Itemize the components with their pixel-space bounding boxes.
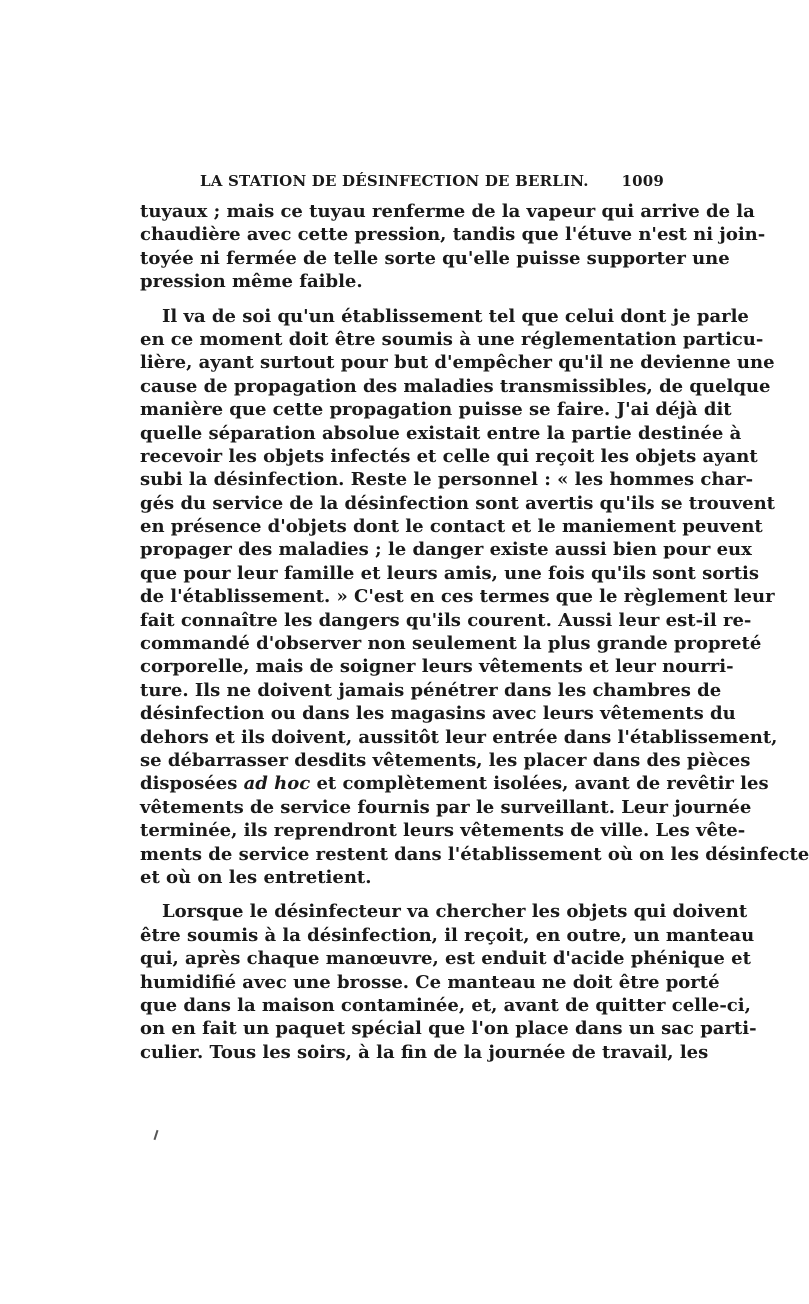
text-line: culier. Tous les soirs, à la fin de la journée de travail, les <box>140 1041 709 1063</box>
paragraph <box>140 900 757 1064</box>
text-line: dehors et ils doivent, aussitôt leur entrée dans l'établissement, <box>140 726 778 748</box>
text-line: humidifié avec une brosse. Ce manteau ne doit être porté <box>140 971 720 993</box>
text-line: ments de service restent dans l'établissement où on les désinfecte <box>140 843 809 865</box>
text-line: que dans la maison contaminée, et, avant de quitter celle-ci, <box>140 994 751 1016</box>
text-line: quelle séparation absolue existait entre la partie destinée à <box>140 422 742 444</box>
text-line: manière que cette propagation puisse se faire. J'ai déjà dit <box>140 399 732 421</box>
text-line: qui, après chaque manœuvre, est enduit d'acide phénique et <box>140 948 751 970</box>
text-line: être soumis à la désinfection, il reçoit, en outre, un manteau <box>140 924 755 946</box>
text-line: de l'établissement. » C'est en ces termes que le règlement leur <box>140 586 775 608</box>
running-title: LA STATION DE DÉSINFECTION DE BERLIN. <box>200 172 589 190</box>
text-line: en présence d'objets dont le contact et le maniement peuvent <box>140 516 763 538</box>
paragraph <box>140 305 809 890</box>
text-line: chaudière avec cette pression, tandis que l'étuve n'est ni join- <box>140 224 766 246</box>
text-line: toyée ni fermée de telle sorte qu'elle puisse supporter une <box>140 247 730 269</box>
text-line: ture. Ils ne doivent jamais pénétrer dans les chambres de <box>140 679 722 701</box>
text-line: corporelle, mais de soigner leurs vêtements et leur nourri- <box>140 656 734 678</box>
page-number: 1009 <box>621 172 664 190</box>
text-line: disposées ad hoc et complètement isolées, avant de revêtir les <box>140 773 769 795</box>
ink-mark <box>154 1130 159 1140</box>
text-line: on en fait un paquet spécial que l'on place dans un sac parti- <box>140 1018 757 1040</box>
text-line: propager des maladies ; le danger existe aussi bien pour eux <box>140 539 752 561</box>
text-line: commandé d'observer non seulement la plus grande propreté <box>140 633 762 655</box>
text-line: et où on les entretient. <box>140 866 372 888</box>
running-header <box>140 170 662 196</box>
text-line: recevoir les objets infectés et celle qui reçoit les objets ayant <box>140 445 758 467</box>
text-line: tuyaux ; mais ce tuyau renferme de la vapeur qui arrive de la <box>140 201 755 222</box>
text-line: lière, ayant surtout pour but d'empêcher qu'il ne devienne une <box>140 352 775 374</box>
text-line: cause de propagation des maladies transmissibles, de quelque <box>140 375 771 397</box>
text-line: terminée, ils reprendront leurs vêtements de ville. Les vête- <box>140 820 746 842</box>
text-line: gés du service de la désinfection sont avertis qu'ils se trouvent <box>140 492 775 514</box>
text-line: que pour leur famille et leurs amis, une fois qu'ils sont sortis <box>140 562 759 584</box>
text-line: se débarrasser desdits vêtements, les placer dans des pièces <box>140 749 751 771</box>
text-line: fait connaître les dangers qu'ils courent. Aussi leur est-il re- <box>140 609 752 631</box>
text-line: Il va de soi qu'un établissement tel que celui dont je parle <box>162 305 749 327</box>
text-line: pression même faible. <box>140 271 363 293</box>
text-line: désinfection ou dans les magasins avec leurs vêtements du <box>140 703 736 725</box>
body-text <box>140 200 809 1064</box>
text-line: en ce moment doit être soumis à une réglementation particu- <box>140 328 764 350</box>
text-line: vêtements de service fournis par le surveillant. Leur journée <box>140 796 752 818</box>
paragraph <box>140 200 766 294</box>
text-line: Lorsque le désinfecteur va chercher les objets qui doivent <box>162 901 748 923</box>
text-line: subi la désinfection. Reste le personnel : « les hommes char- <box>140 469 754 491</box>
